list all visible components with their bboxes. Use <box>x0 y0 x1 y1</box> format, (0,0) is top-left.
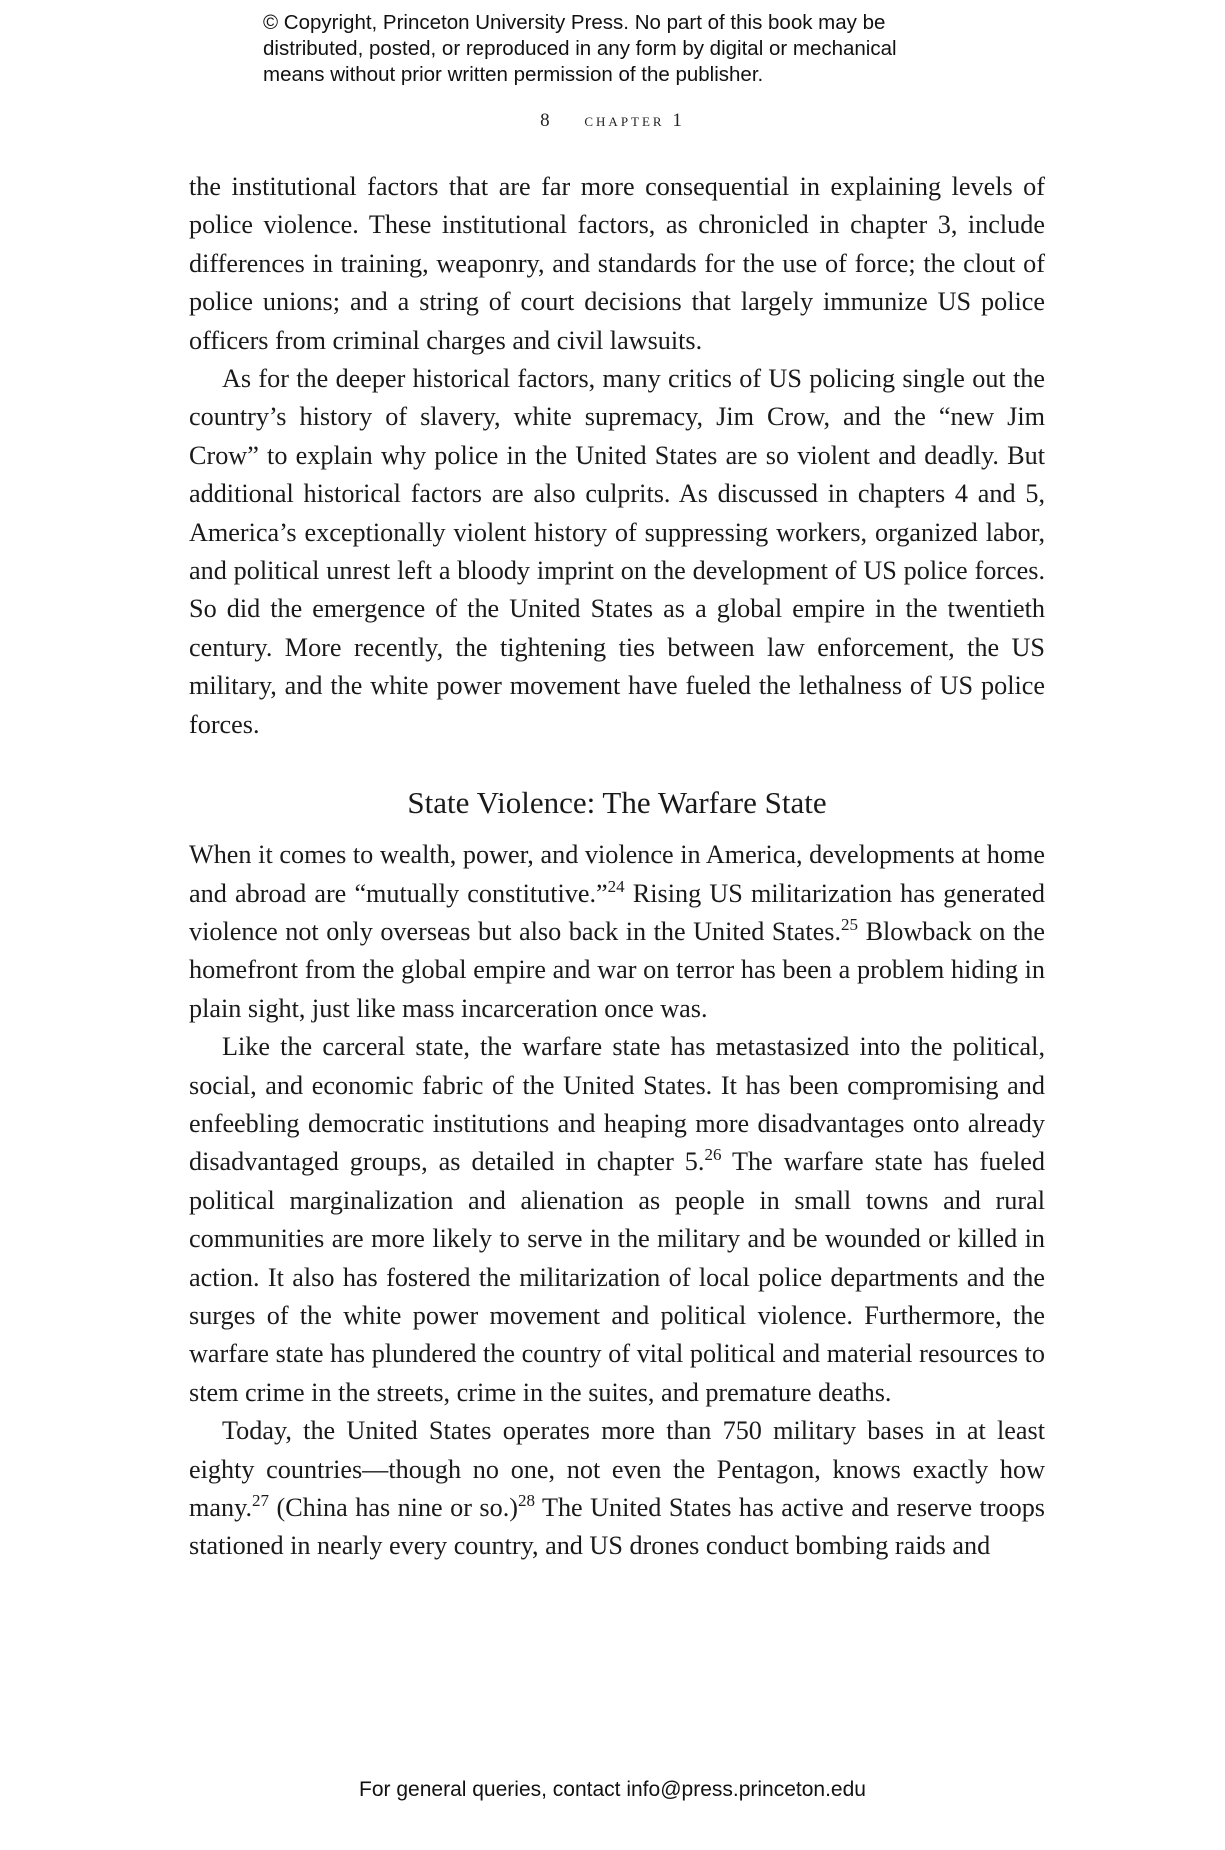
footnote-ref-27[interactable]: 27 <box>252 1491 270 1510</box>
copyright-line-1: © Copyright, Princeton University Press. No part of this book may be <box>263 11 886 34</box>
paragraph-5-text-c: The United States has active and reserve troops stationed in nearly every country, and US drones conduct bombing raids and <box>189 1493 1045 1561</box>
paragraph-4 <box>189 1028 1045 1412</box>
running-head <box>0 110 1225 132</box>
footer-contact: For general queries, contact info@press.princeton.edu <box>359 1778 866 1801</box>
footnote-ref-28[interactable]: 28 <box>517 1491 535 1510</box>
paragraph-1: the institutional factors that are far more consequential in explaining levels of police violence. These institutional factors, as chronicled in chapter 3, include differences in training, weaponry, and standards for the use of force; the clout of police unions; and a string of court decisions that largely immunize US police officers from criminal charges and civil lawsuits. <box>189 172 1045 355</box>
footnote-ref-25[interactable]: 25 <box>841 914 859 934</box>
paragraph-5-text-b: (China has nine or so.) <box>269 1493 518 1522</box>
paragraph-3 <box>189 836 1045 1028</box>
paragraph-4-text-a: Like the carceral state, the warfare state has metastasized into the political, social, and economic fabric of the United States. It has been compromising and enfeebling democratic institutions and heaping more disadvantages onto already disadvantaged groups, as detailed in chapter 5. <box>189 1032 1045 1177</box>
section-heading: State Violence: The Warfare State <box>407 785 827 821</box>
copyright-line-2: distributed, posted, or reproduced in any form by digital or mechanical <box>263 37 897 60</box>
copyright-notice <box>263 10 1023 88</box>
footnote-ref-26[interactable]: 26 <box>704 1145 722 1165</box>
paragraph-5-text-a: Today, the United States operates more than 750 military bases in at least eighty countries—though no one, not even the Pentagon, knows exactly how many. <box>189 1416 1045 1522</box>
paragraph-3-text-c: Blowback on the homefront from the global empire and war on terror has been a problem hiding in plain sight, just like mass incarceration once was. <box>189 916 1045 1023</box>
copyright-line-3: means without prior written permission of the publisher. <box>263 63 764 86</box>
page-body <box>189 168 1045 1566</box>
paragraph-5 <box>189 1412 1045 1566</box>
footnote-ref-24[interactable]: 24 <box>607 876 625 896</box>
page-number: 8 <box>540 110 553 131</box>
paragraph-3-text-a: When it comes to wealth, power, and violence in America, developments at home and abroad are “mutually constitutive.” <box>189 840 1045 908</box>
paragraph-2: As for the deeper historical factors, many critics of US policing single out the country’s history of slavery, white supremacy, Jim Crow, and the “new Jim Crow” to explain why police in the United States are so violent and deadly. But additional historical factors are also culprits. As discussed in chapters 4 and 5, America’s exceptionally violent history of suppressing workers, organized labor, and political unrest left a bloody imprint on the development of US police forces. So did the emergence of the United States as a global empire in the twentieth century. More recently, the tightening ties between law enforcement, the US military, and the white power movement have fueled the lethalness of US police forces. <box>189 364 1045 739</box>
paragraph-3-text-b: Rising US militarization has generated violence not only overseas but also back in the United States. <box>189 878 1045 946</box>
chapter-label: chapter 1 <box>584 110 685 131</box>
paragraph-4-text-b: The warfare state has fueled political marginalization and alienation as people in small towns and rural communities are more likely to serve in the military and be wounded or killed in action. It also has fostered the militarization of local police departments and the surges of the white power movement and political violence. Furthermore, the warfare state has plundered the country of vital political and material resources to stem crime in the streets, crime in the suites, and premature deaths. <box>189 1147 1045 1407</box>
